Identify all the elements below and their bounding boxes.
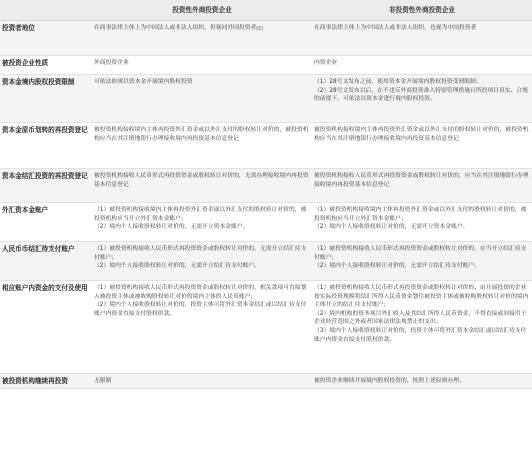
cell-text bbox=[314, 87, 530, 104]
table-row bbox=[0, 21, 532, 56]
cell-text-span: 被投资机构接收人民币形式再投资资金或股权转让对价的，无需办理接收境内再投资基本信息登记 bbox=[94, 173, 309, 188]
cell-text-span: 被投资企业继续开展境内股权投资的，按照上述原则办理。 bbox=[314, 378, 465, 384]
cell-text-span: （1）被投资机构接收人民币形式再投资资金或股权转让对价的，应当开立结汇待支付账户； bbox=[314, 246, 527, 261]
cell-text bbox=[314, 377, 530, 386]
footnote-ref[interactable]: [5] bbox=[256, 27, 263, 32]
cell-non-investment-fie bbox=[312, 374, 532, 389]
cell-text bbox=[314, 284, 530, 310]
cell-text-span: （1）被投资机构接收人民币形式再投资资金或股权转让对价的，相关款项可直接划入被投资主体或被收购股权转让对价的境内主体的人民币账户； bbox=[94, 285, 307, 300]
cell-text bbox=[314, 245, 530, 262]
cell-non-investment-fie bbox=[312, 56, 532, 75]
table-row bbox=[0, 123, 532, 169]
cell-text-span: （2）境内个人接收股权转让对价的，无需开立结汇待支付账户。 bbox=[94, 263, 261, 270]
cell-non-investment-fie bbox=[312, 281, 532, 374]
cell-investment-fie bbox=[92, 203, 312, 242]
row-label: 投资者地位 bbox=[0, 21, 92, 56]
row-label: 资本金境内股权投资限制 bbox=[0, 75, 92, 123]
header-non-investment-fie: 非投资性外商投资企业 bbox=[312, 0, 532, 21]
row-label: 被投资企业性质 bbox=[0, 56, 92, 75]
cell-text-span: （3）境内个人接收股权转让对价的，投资主体可将外汇资本金结汇或以结汇待支付账户内资金直接支付股权价款。 bbox=[314, 327, 527, 343]
table-row bbox=[0, 203, 532, 242]
cell-text-span: 可依法依规以资本金开展境内股权投资 bbox=[94, 79, 193, 85]
row-label: 被投资机构继续再投资 bbox=[0, 374, 92, 389]
cell-investment-fie bbox=[92, 242, 312, 281]
table-row bbox=[0, 281, 532, 374]
row-label: 资本金结汇投资的再投资登记 bbox=[0, 169, 92, 203]
cell-non-investment-fie bbox=[312, 203, 532, 242]
cell-text-span: 在商事法律主体上为中国法人或非法人组织，但视同外国投资者 bbox=[94, 25, 257, 31]
cell-text bbox=[314, 262, 530, 271]
cell-text-span: 无限制 bbox=[94, 378, 112, 384]
cell-text bbox=[314, 78, 530, 87]
cell-text-span: （2）境内个人接收股权转让对价的，无需开立资本金账户。 bbox=[94, 224, 249, 231]
cell-text bbox=[314, 327, 530, 344]
cell-text-span: （1）被投资机构接收人民币形式再投资资金或股权转让对价的，由开展投资的企业按实际投资规模将结汇所得人民币资金划往被投资主体或被收购股权转让对价的境内主体开立的结汇待支付账户； bbox=[314, 285, 529, 309]
cell-investment-fie bbox=[92, 123, 312, 169]
cell-text-span: （1）28号文发布之前，使用资本金开展境内股权投资受到限制； bbox=[314, 79, 482, 85]
row-label: 资本金原币划转的再投资登记 bbox=[0, 123, 92, 169]
cell-text bbox=[94, 126, 310, 143]
cell-text bbox=[314, 59, 530, 68]
cell-text-span: （2）境内机构的资本项目外汇收入及其结汇所得人民币资金，不得直接或间接用于企业经营范围之外或者国家法律法规禁止的支出； bbox=[314, 310, 527, 326]
row-label: 外汇资本金账户 bbox=[0, 203, 92, 242]
cell-text bbox=[94, 172, 310, 189]
table-row bbox=[0, 374, 532, 389]
cell-text-span: （2）境内个人接收股权转让对价的，投资主体可将外汇资本金结汇或以结汇待支付账户内资金直接支付股权价款。 bbox=[94, 302, 307, 317]
cell-text bbox=[94, 245, 310, 262]
row-label: 人民币币结汇待支付账户 bbox=[0, 242, 92, 281]
cell-text-span: （1）被投资机构接收境内主体再投资外汇资金或以外汇支付的股权转让对价的，被投资机构应当开立外汇资本金账户； bbox=[314, 207, 527, 222]
cell-text bbox=[94, 59, 310, 68]
cell-text-span: （2）境内个人接收股权转让对价的，无需开立资本金账户。 bbox=[314, 224, 469, 231]
cell-text-span: 外商投资企业 bbox=[94, 60, 129, 66]
cell-text bbox=[94, 206, 310, 223]
cell-text bbox=[314, 310, 530, 327]
cell-text bbox=[94, 24, 310, 34]
cell-text bbox=[314, 172, 530, 189]
cell-text-span: （1）被投资机构接收人民币形式再投资资金或股权转让对价的，无需开立结汇待支付账户； bbox=[94, 246, 307, 261]
cell-text-span: （2）28号文发布以后，在不违反外商投资准入特别管理措施且所投项目真实、合规的前提下，可依法以资本金进行境内股权投资。 bbox=[314, 87, 528, 103]
cell-text bbox=[314, 223, 530, 232]
table-row bbox=[0, 75, 532, 123]
cell-text bbox=[94, 262, 310, 271]
cell-non-investment-fie bbox=[312, 75, 532, 123]
cell-text bbox=[314, 24, 530, 33]
cell-non-investment-fie bbox=[312, 242, 532, 281]
cell-investment-fie bbox=[92, 56, 312, 75]
table-row bbox=[0, 56, 532, 75]
cell-investment-fie bbox=[92, 21, 312, 56]
cell-text bbox=[94, 223, 310, 232]
cell-investment-fie bbox=[92, 75, 312, 123]
cell-investment-fie bbox=[92, 374, 312, 389]
header-empty bbox=[0, 0, 92, 21]
cell-non-investment-fie bbox=[312, 21, 532, 56]
cell-non-investment-fie bbox=[312, 123, 532, 169]
table-header-row bbox=[0, 0, 532, 21]
cell-text-span: （2）境内个人接收股权转让对价的，无需开立结汇待支付账户。 bbox=[314, 263, 481, 270]
row-label: 相应账户内资金的支付及使用 bbox=[0, 281, 92, 374]
cell-text-span: 被投资机构接收人民币形式再投资资金或股权转让对价的，应当在其注册地银行办理接收境内再投资基本信息登记 bbox=[314, 173, 529, 188]
cell-text-span: 被投资机构接收境内主体再投资外汇资金或以外汇支付的股权转让对价的，被投资机构应当在其注册地银行办理接收境内再投资基本信息登记 bbox=[314, 127, 529, 142]
cell-non-investment-fie bbox=[312, 169, 532, 203]
cell-text bbox=[94, 301, 310, 318]
cell-text bbox=[314, 126, 530, 143]
cell-text-span: （1）被投资机构接收境内主体再投资外汇资金或以外汇支付的股权转让对价的，被投资机构应当开立外汇资本金账户； bbox=[94, 207, 307, 222]
cell-text bbox=[314, 206, 530, 223]
cell-text bbox=[94, 284, 310, 301]
cell-text-span: 在商事法律主体上为中国法人或非法人组织，也视为中国投资者 bbox=[314, 25, 477, 31]
cell-text-span: 内资企业 bbox=[314, 60, 338, 66]
table-row bbox=[0, 242, 532, 281]
cell-text bbox=[94, 78, 310, 87]
cell-investment-fie bbox=[92, 281, 312, 374]
cell-text bbox=[94, 377, 310, 386]
cell-investment-fie bbox=[92, 169, 312, 203]
table-row bbox=[0, 169, 532, 203]
header-investment-fie: 投资性外商投资企业 bbox=[92, 0, 312, 21]
cell-text-span: 被投资机构接收境内主体再投资外汇资金或以外汇支付的股权转让对价的，被投资机构应当在其注册地银行办理接收境内再投资基本信息登记 bbox=[94, 127, 309, 142]
